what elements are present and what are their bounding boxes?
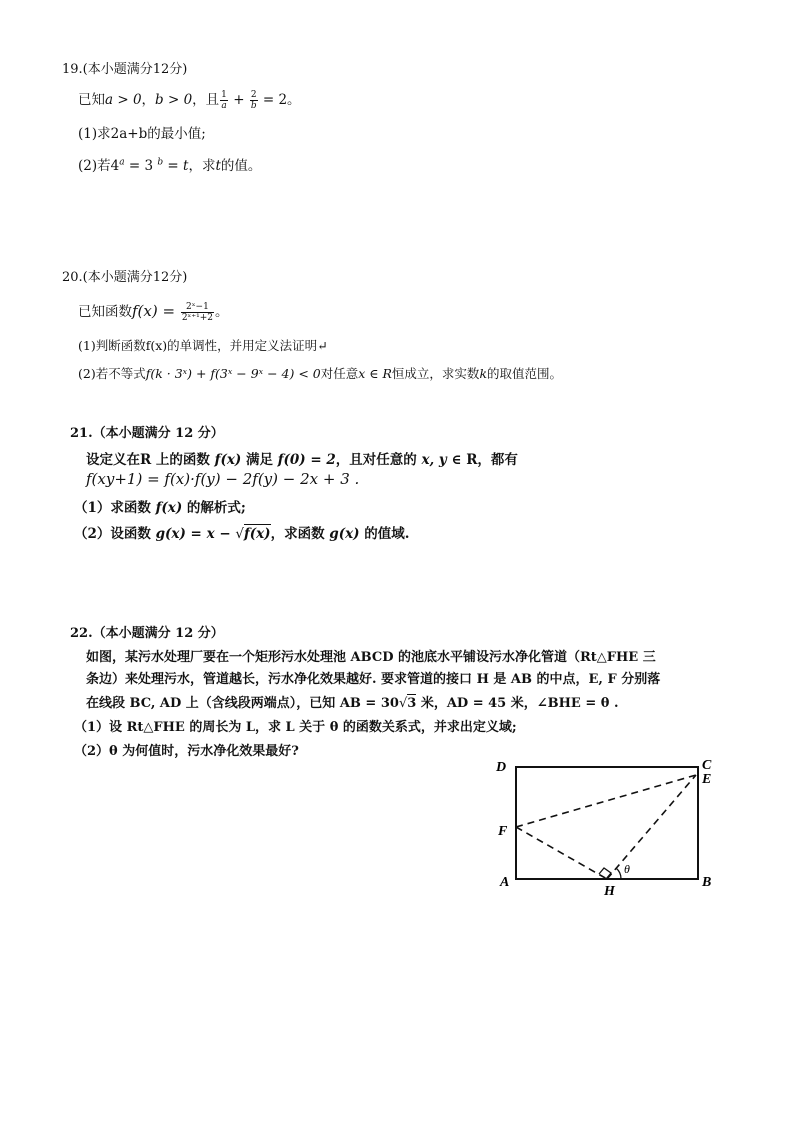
q22-part1: （1）设 Rt△FHE 的周长为 L，求 L 关于 θ 的函数关系式，并求出定义域; (74, 720, 517, 735)
label-h: H (604, 884, 615, 899)
q21-part1: （1）求函数 f(x) 的解析式; (74, 500, 246, 516)
angle-theta-arc (616, 868, 621, 879)
q21-header: 21.（本小题满分 12 分） (70, 426, 224, 441)
q20-given: 已知函数f(x) = $\frac{\text{2ˣ−1}}{\text{2ˣ⁺¹+2}}$ 。 (78, 302, 229, 323)
q19-given: 已知a > 0，b > 0，且 $\frac{1}{a}$ + $\frac{2}{b}$ = 2。 (78, 90, 301, 111)
label-b: B (702, 875, 712, 890)
pool-diagram (490, 755, 730, 900)
q20-part1: (1)判断函数f(x)的单调性，并用定义法证明↵ (78, 338, 328, 353)
q22-part2: （2）θ 为何值时，污水净化效果最好? (74, 744, 299, 759)
label-f: F (498, 824, 508, 839)
q19-header: 19.(本小题满分12分) (62, 62, 188, 77)
q22-line1: 如图，某污水处理厂要在一个矩形污水处理池 ABCD 的池底水平铺设污水净化管道（Rt△FHE 三 (86, 650, 656, 665)
label-a: A (500, 875, 510, 890)
pool-rectangle (516, 767, 698, 879)
q22-line3: 在线段 BC, AD 上（含线段两端点），已知 AB = 30√3 米，AD = 45 米，∠BHE = θ . (86, 696, 619, 711)
q22-header: 22.（本小题满分 12 分） (70, 626, 224, 641)
pipe-he (607, 775, 696, 879)
q21-equation: f(xy+1) = f(x)·f(y) − 2f(y) − 2x + 3 . (86, 470, 360, 488)
q19-part2: (2)若$4^a = 3$ $^b$ = t，求t的值。 (78, 157, 262, 174)
q20-part2: (2)若不等式f(k · 3ˣ) + f(3ˣ − 9ˣ − 4) < 0对任意x ∈ R恒成立，求实数k的取值范围。 (78, 366, 563, 381)
pipe-fh (516, 827, 607, 879)
q22-line2: 条边）来处理污水，管道越长，污水净化效果越好. 要求管道的接口 H 是 AB 的中点，E, F 分别落 (86, 672, 661, 687)
q21-part2: （2）设函数 g(x) = x − √f(x)，求函数 g(x) 的值域. (74, 526, 410, 542)
label-c: C (702, 758, 712, 773)
q20-header: 20.(本小题满分12分) (62, 270, 188, 285)
pipe-fe (516, 775, 696, 827)
label-d: D (496, 760, 507, 775)
q19-part1: (1)求2a+b的最小值; (78, 126, 206, 142)
label-theta: θ (624, 862, 630, 876)
label-e: E (702, 772, 712, 787)
q21-line1: 设定义在R 上的函数 f(x) 满足 f(0) = 2，且对任意的 x, y ∈ R，都有 (86, 452, 518, 468)
